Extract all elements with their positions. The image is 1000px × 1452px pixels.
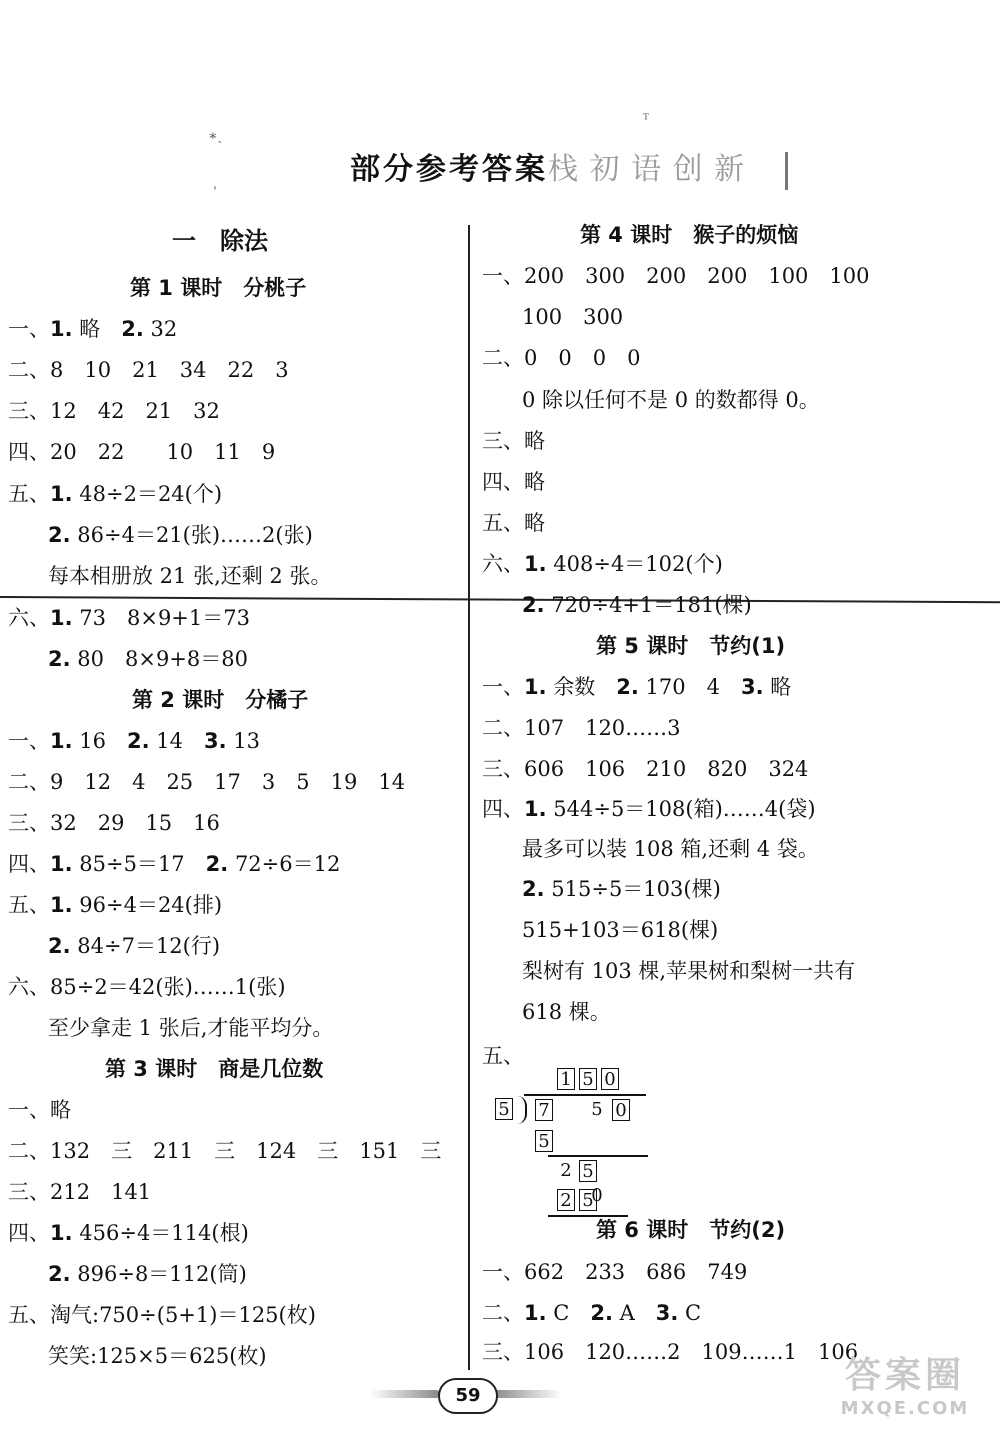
dividend-digit: 7 — [535, 1099, 553, 1121]
scan-mark: ᵀ — [643, 112, 649, 128]
remainder-digit: 0 — [591, 1185, 603, 1206]
answer-line: 五、1. 48÷2＝24(个) — [8, 482, 223, 506]
answer-line: 一、1. 余数 2. 170 4 3. 略 — [482, 675, 792, 699]
answer-line: 五、略 — [482, 511, 545, 535]
answer-line: 最多可以装 108 箱,还剩 4 袋。 — [522, 837, 819, 861]
answer-line: 五、淘气:750÷(5+1)＝125(枚) — [8, 1303, 316, 1327]
answer-line: 2. 515÷5＝103(棵) — [522, 877, 721, 901]
dividend-digit: 5 — [591, 1099, 603, 1120]
answer-line: 三、106 120……2 109……1 106 — [482, 1340, 859, 1364]
answer-line: 笑笑:125×5＝625(枚) — [48, 1344, 267, 1368]
answer-line: 二、0 0 0 0 — [482, 346, 641, 370]
column-divider — [468, 225, 470, 1370]
answer-line: 三、212 141 — [8, 1180, 152, 1204]
answer-line: 梨树有 103 棵,苹果树和梨树一共有 — [522, 959, 856, 983]
right-ribbon — [492, 1390, 562, 1398]
answer-line: 2. 896÷8＝112(筒) — [48, 1262, 247, 1286]
answer-line: 三、32 29 15 16 — [8, 811, 220, 835]
answer-line: 四、1. 544÷5＝108(箱)……4(袋) — [482, 797, 816, 821]
answer-line: 二、132 三 211 三 124 三 151 三 — [8, 1139, 442, 1163]
answer-line: 一、略 — [8, 1098, 71, 1122]
answer-line: 二、107 120……3 — [482, 716, 681, 740]
divisor-digit: 5 — [495, 1098, 513, 1120]
watermark-logo-url: MXQE.COM — [840, 1398, 970, 1419]
page-title — [350, 150, 800, 190]
page-number-badge — [370, 1376, 570, 1416]
division-bracket — [517, 1096, 527, 1124]
lesson-4-title: 第 4 课时 猴子的烦恼 — [580, 223, 799, 247]
answer-line: 五、1. 96÷4＝24(排) — [8, 893, 223, 917]
answer-line: 四、20 22 10 11 9 — [8, 440, 276, 464]
lesson-6-title: 第 6 课时 节约(2) — [596, 1218, 786, 1242]
answer-line: 100 300 — [522, 305, 624, 329]
answer-line: 2. 86÷4＝21(张)……2(张) — [48, 523, 313, 547]
answer-line: 六、1. 408÷4＝102(个) — [482, 552, 723, 576]
scan-mark: ∗ˎ — [208, 128, 223, 144]
page-title-text: 部分参考答案 — [350, 152, 548, 187]
answer-line: 一、1. 16 2. 14 3. 13 — [8, 729, 260, 753]
answer-line: 三、12 42 21 32 — [8, 399, 220, 423]
answer-line: 二、8 10 21 34 22 3 — [8, 358, 289, 382]
answer-line: 0 除以任何不是 0 的数都得 0。 — [522, 388, 820, 412]
unit-title: 一 除法 — [172, 227, 268, 255]
step-digit: 5 — [579, 1160, 597, 1182]
long-division — [480, 1058, 680, 1211]
step-line — [548, 1155, 648, 1157]
lesson-5-title: 第 5 课时 节约(1) — [596, 634, 786, 658]
answer-line: 一、200 300 200 200 100 100 — [482, 264, 870, 288]
lesson-1-title: 第 1 课时 分桃子 — [130, 276, 307, 300]
answer-line: 618 棵。 — [522, 1000, 611, 1024]
lesson-2-title: 第 2 课时 分橘子 — [132, 688, 309, 712]
quotient-digit: 5 — [579, 1068, 597, 1090]
answer-line: 四、1. 85÷5＝17 2. 72÷6＝12 — [8, 852, 341, 876]
left-ribbon — [370, 1390, 440, 1398]
watermark-logo-text: 答案圈 — [844, 1355, 965, 1396]
page-number: 59 — [438, 1378, 498, 1414]
answer-line: 五、 — [482, 1044, 524, 1068]
answer-line: 2. 80 8×9+8＝80 — [48, 647, 248, 671]
scan-line — [0, 596, 1000, 603]
answer-line: 一、1. 略 2. 32 — [8, 317, 178, 341]
step-digit: 5 — [535, 1130, 553, 1152]
answer-line: 三、606 106 210 820 324 — [482, 757, 809, 781]
answer-line: 二、9 12 4 25 17 3 5 19 14 — [8, 770, 406, 794]
dividend-digit: 0 — [612, 1099, 630, 1121]
division-bar — [524, 1094, 646, 1096]
watermark-logo — [830, 1354, 980, 1434]
watermark-text: 栈 初 语 创 新 — [548, 152, 746, 187]
answer-line: 一、662 233 686 749 — [482, 1260, 748, 1284]
title-bar — [785, 152, 788, 190]
lesson-3-title: 第 3 课时 商是几位数 — [105, 1057, 324, 1081]
quotient-digit: 1 — [557, 1068, 575, 1090]
answer-line: 二、1. C 2. A 3. C — [482, 1301, 702, 1325]
step-digit: 5 — [579, 1189, 597, 1211]
answer-line: 六、1. 73 8×9+1＝73 — [8, 606, 250, 630]
answer-line: 三、略 — [482, 429, 545, 453]
answer-line: 四、略 — [482, 470, 545, 494]
answer-line: 2. 720÷4+1＝181(棵) — [522, 593, 752, 617]
answer-line: 每本相册放 21 张,还剩 2 张。 — [48, 564, 332, 588]
quotient-digit: 0 — [601, 1068, 619, 1090]
step-digit: 2 — [560, 1160, 572, 1181]
answer-line: 六、85÷2＝42(张)……1(张) — [8, 975, 286, 999]
answer-line: 2. 84÷7＝12(行) — [48, 934, 221, 958]
step-digit: 2 — [557, 1189, 575, 1211]
scan-mark: ˈ — [213, 185, 217, 201]
answer-line: 至少拿走 1 张后,才能平均分。 — [48, 1016, 334, 1040]
answer-line: 515+103＝618(棵) — [522, 918, 719, 942]
answer-line: 四、1. 456÷4＝114(根) — [8, 1221, 249, 1245]
